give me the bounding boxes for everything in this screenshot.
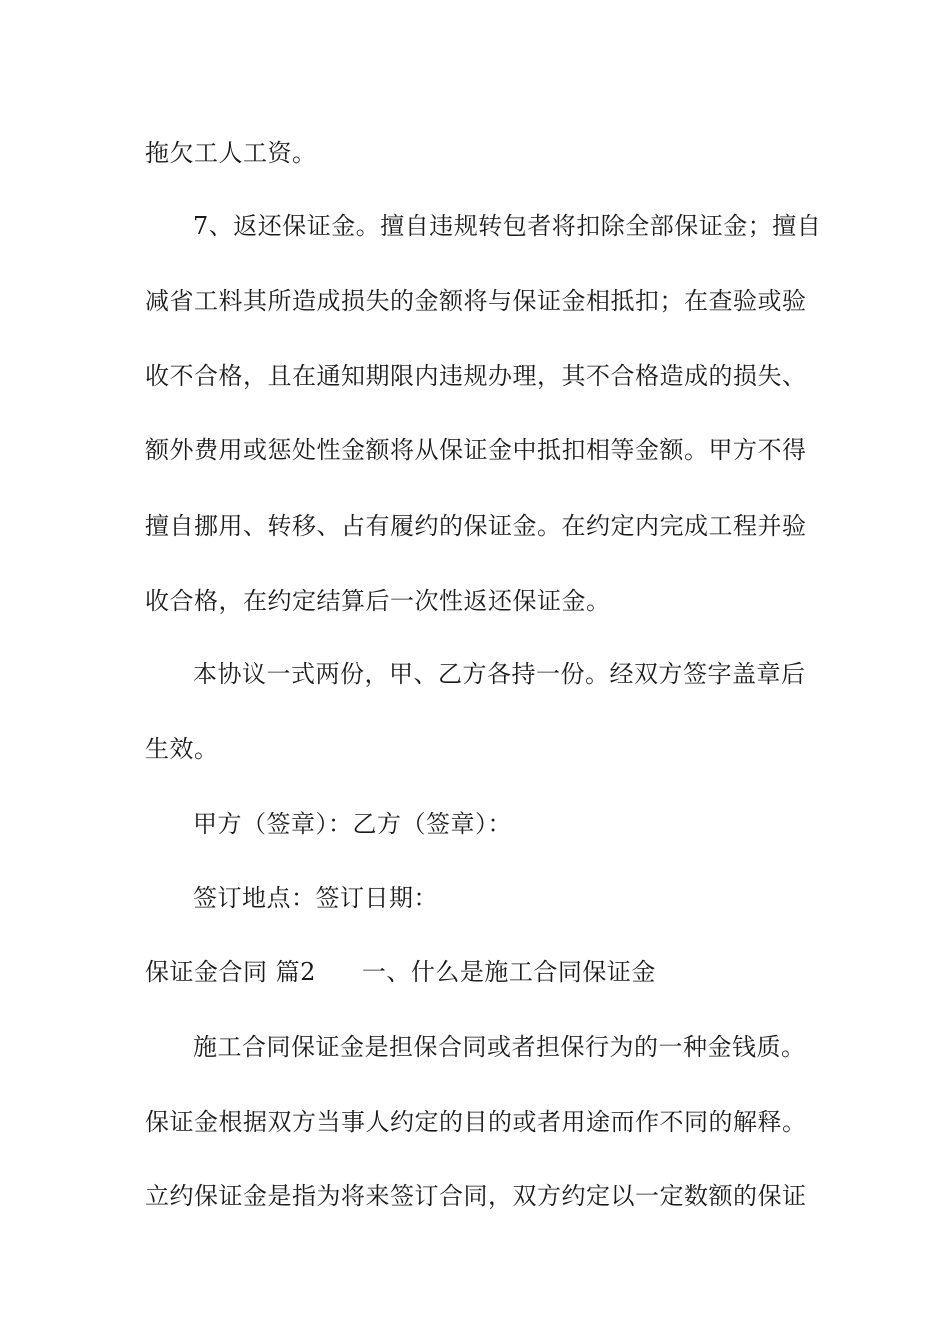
section-subtitle: 一、什么是施工合同保证金 <box>361 958 656 986</box>
paragraph-line: 本协议一式两份，甲、乙方各持一份。经双方签字盖章后 <box>193 660 806 688</box>
paragraph-line: 减省工料其所造成损失的金额将与保证金相抵扣；在查验或验 <box>145 287 807 315</box>
paragraph-line: 立约保证金是指为将来签订合同，双方约定以一定数额的保证 <box>145 1182 807 1210</box>
paragraph-line: 擅自挪用、转移、占有履约的保证金。在约定内完成工程并验 <box>145 512 807 540</box>
paragraph-line: 收合格，在约定结算后一次性返还保证金。 <box>145 587 611 615</box>
section-heading <box>145 956 815 988</box>
paragraph-line: 保证金根据双方当事人约定的目的或者用途而作不同的解释。 <box>145 1108 807 1136</box>
sign-place-date-line: 签订地点：签订日期： <box>193 884 438 912</box>
paragraph-line: 7、返还保证金。擅自违规转包者将扣除全部保证金；擅自 <box>193 212 822 240</box>
paragraph-line: 施工合同保证金是担保合同或者担保行为的一种金钱质。 <box>193 1033 806 1061</box>
paragraph-line: 生效。 <box>145 735 219 763</box>
paragraph-line: 收不合格，且在通知期限内违规办理，其不合格造成的损失、 <box>145 362 807 390</box>
section-title: 保证金合同 篇2 <box>145 958 316 986</box>
paragraph-line: 额外费用或惩处性金额将从保证金中抵扣相等金额。甲方不得 <box>145 436 807 464</box>
signature-line: 甲方（签章）：乙方（签章）： <box>193 810 512 838</box>
paragraph-line: 拖欠工人工资。 <box>145 139 317 167</box>
